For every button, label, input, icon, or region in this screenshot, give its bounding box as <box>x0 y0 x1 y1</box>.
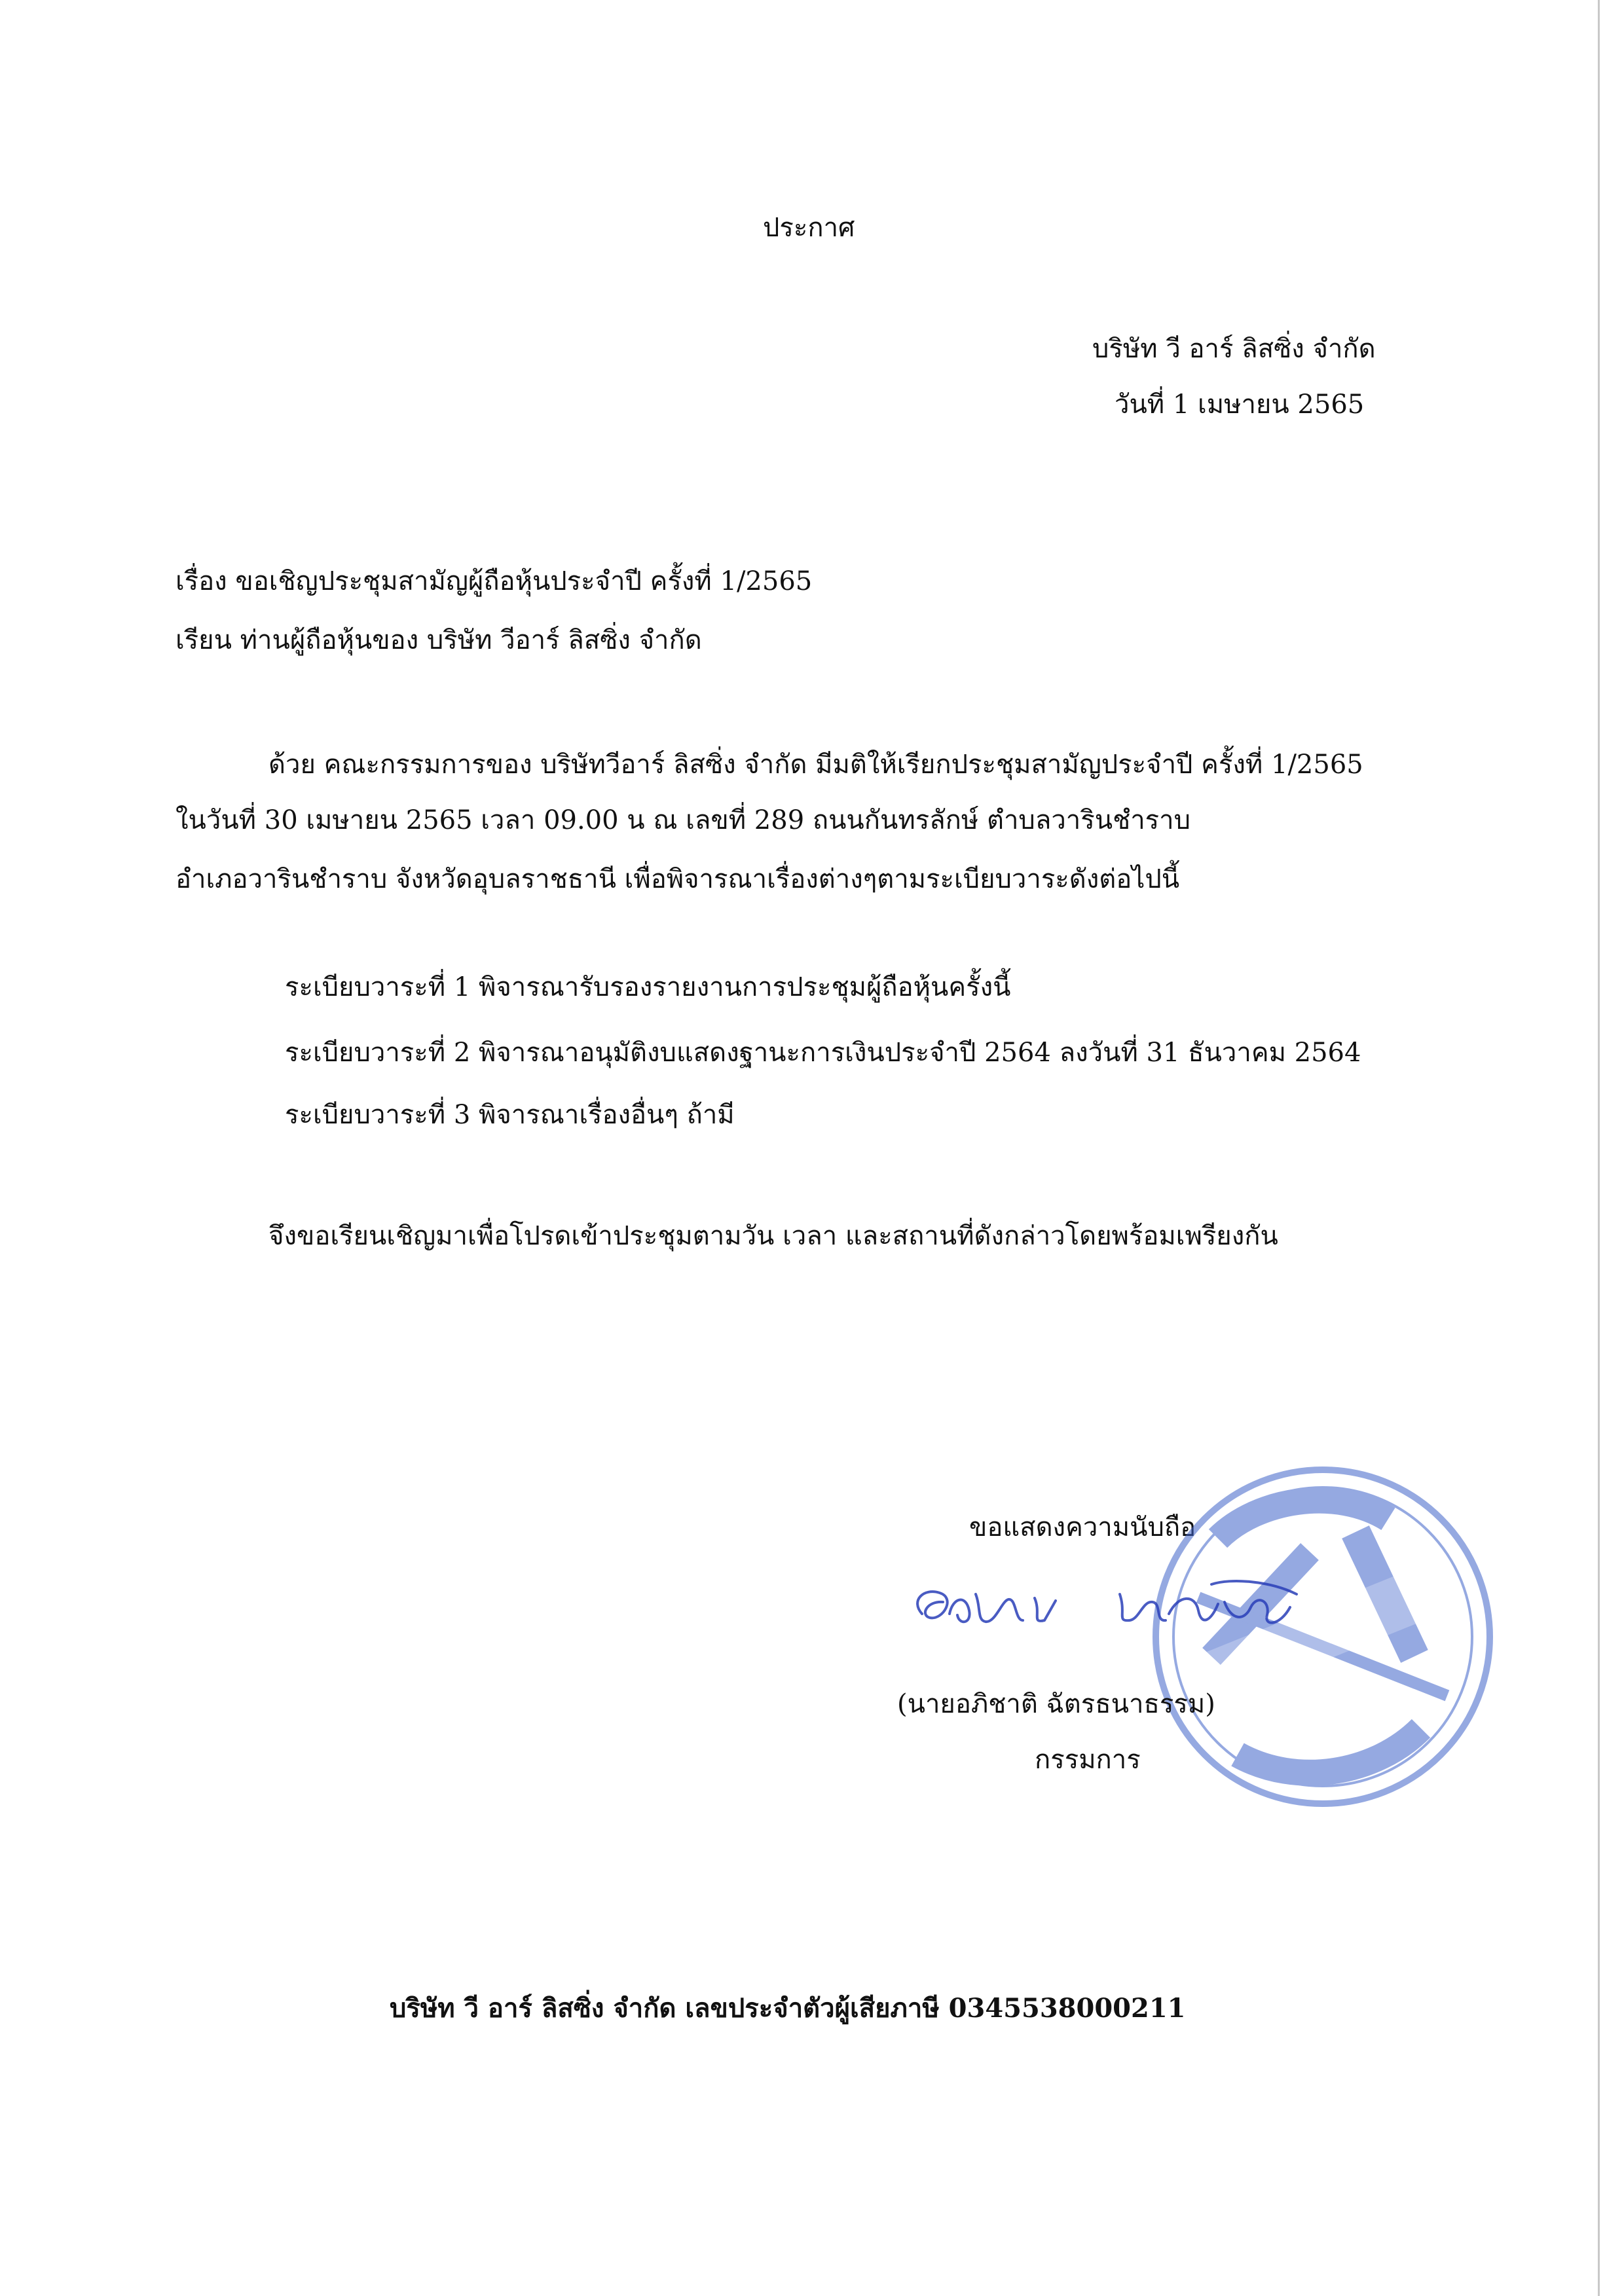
date-line: วันที่ 1 เมษายน 2565 <box>1115 390 1365 420</box>
handwritten-signature <box>904 1575 1310 1653</box>
agenda-item: ระเบียบวาระที่ 2 พิจารณาอนุมัติงบแสดงฐานะการเงินประจำปี 2564 ลงวันที่ 31 ธันวาคม 2564 <box>285 1038 1361 1068</box>
agenda-item: ระเบียบวาระที่ 1 พิจารณารับรองรายงานการประชุมผู้ถือหุ้นครั้งนี้ <box>285 972 1011 1002</box>
agenda-item: ระเบียบวาระที่ 3 พิจารณาเรื่องอื่นๆ ถ้ามี <box>285 1100 735 1130</box>
scan-edge <box>1598 0 1600 2296</box>
company-header: บริษัท วี อาร์ ลิสซิ่ง จำกัด <box>1092 334 1376 364</box>
invitation-line: จึงขอเรียนเชิญมาเพื่อโปรดเข้าประชุมตามวัน เวลา และสถานที่ดังกล่าวโดยพร้อมเพรียงกัน <box>268 1221 1278 1251</box>
announcement-heading: ประกาศ <box>763 213 855 243</box>
closing-line: ขอแสดงความนับถือ <box>969 1512 1196 1542</box>
recipient-line: เรียน ท่านผู้ถือหุ้นของ บริษัท วีอาร์ ลิสซิ่ง จำกัด <box>175 625 702 655</box>
signatory-title: กรรมการ <box>1035 1745 1141 1775</box>
company-footer: บริษัท วี อาร์ ลิสซิ่ง จำกัด เลขประจำตัวผู้เสียภาษี 0345538000211 <box>390 1993 1186 2024</box>
subject-line: เรื่อง ขอเชิญประชุมสามัญผู้ถือหุ้นประจำปี ครั้งที่ 1/2565 <box>175 566 813 596</box>
body-line: ในวันที่ 30 เมษายน 2565 เวลา 09.00 น ณ เลขที่ 289 ถนนกันทรลักษ์ ตำบลวารินชำราบ <box>175 805 1191 835</box>
body-line: อำเภอวารินชำราบ จังหวัดอุบลราชธานี เพื่อพิจารณาเรื่องต่างๆตามระเบียบวาระดังต่อไปนี้ <box>175 864 1180 894</box>
signatory-name: (นายอภิชาติ ฉัตรธนาธรรม) <box>897 1689 1215 1719</box>
body-line: ด้วย คณะกรรมการของ บริษัทวีอาร์ ลิสซิ่ง จำกัด มีมติให้เรียกประชุมสามัญประจำปี ครั้งที่ 1/2565 <box>268 750 1363 780</box>
